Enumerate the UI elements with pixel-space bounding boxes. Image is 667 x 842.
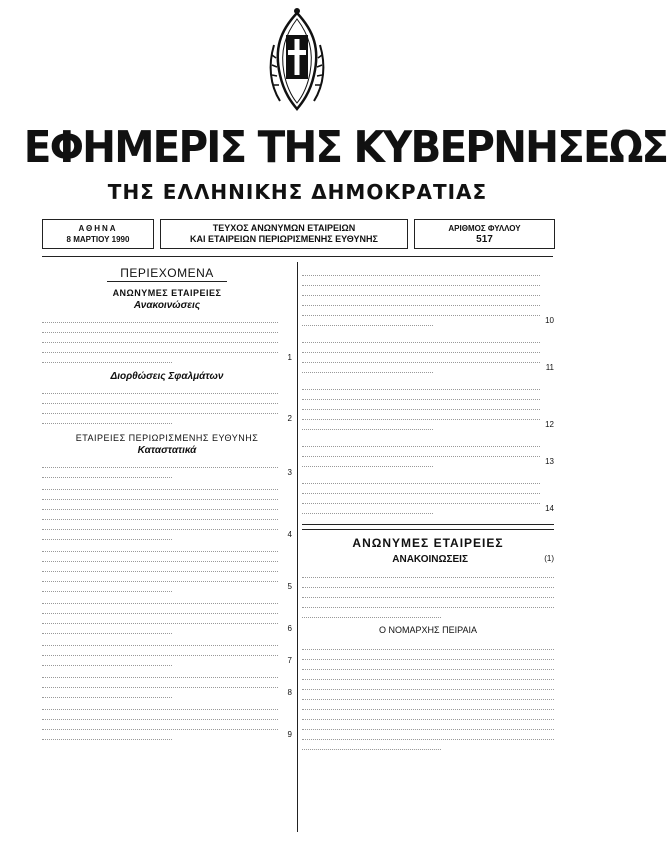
announcement-body: [302, 641, 554, 750]
issue-city: ΑΘΗΝΑ: [78, 224, 118, 233]
issue-series-box: [160, 219, 408, 249]
sheet-number-label: ΑΡΙΘΜΟΣ ΦΥΛΛΟΥ: [448, 224, 521, 233]
gazette-title: ΕΦΗΜΕΡΙΣ ΤΗΣ ΚΥΒΕΡΝΗΣΕΩΣ: [23, 122, 667, 173]
announcements-heading: [302, 554, 554, 565]
sheet-number-box: [414, 219, 555, 249]
toc-entry: [42, 701, 292, 740]
toc-entry: [302, 475, 554, 514]
toc-page-number: 5: [287, 582, 292, 592]
issue-date-box: [42, 219, 154, 249]
table-of-contents: [42, 266, 292, 741]
issue-series-line2: ΚΑΙ ΕΤΑΙΡΕΙΩΝ ΠΕΡΙΩΡΙΣΜΕΝΗΣ ΕΥΘΥΝΗΣ: [190, 234, 378, 244]
toc-page-number: 4: [287, 530, 292, 540]
right-column: [302, 266, 554, 751]
column-divider: [297, 262, 298, 832]
toc-entry: [42, 669, 292, 698]
toc-entry: [302, 381, 554, 430]
toc-page-number: 12: [545, 420, 554, 430]
toc-title-underline: [107, 281, 227, 282]
toc-entry: [42, 637, 292, 666]
toc-page-number: 6: [287, 624, 292, 634]
toc-page-number: 10: [545, 316, 554, 326]
toc-page-number: 11: [545, 363, 554, 373]
toc-sub-corrections: Διορθώσεις Σφαλμάτων: [110, 371, 224, 382]
toc-entry: [42, 385, 292, 424]
issue-series-line1: ΤΕΥΧΟΣ ΑΝΩΝΥΜΩΝ ΕΤΑΙΡΕΙΩΝ: [212, 223, 356, 233]
announcements-title: ΑΝΑΚΟΙΝΩΣΕΙΣ: [392, 554, 468, 565]
greek-coat-of-arms-icon: [266, 5, 328, 113]
toc-sub-announcements: Ανακοινώσεις: [133, 300, 201, 311]
toc-page-number: 7: [287, 656, 292, 666]
toc-entry: [42, 459, 292, 478]
toc-end-rule-double: [302, 529, 554, 530]
item-number: (1): [544, 554, 554, 563]
toc-page-number: 9: [287, 730, 292, 740]
toc-entry: [302, 267, 554, 326]
toc-page-number: 13: [545, 457, 554, 467]
toc-page-number: 8: [287, 688, 292, 698]
toc-entry: [302, 334, 554, 373]
toc-sub-statutes: Καταστατικά: [137, 445, 197, 456]
toc-page-number: 14: [545, 504, 554, 514]
toc-entry: [42, 481, 292, 540]
toc-title: ΠΕΡΙΕΧΟΜΕΝΑ: [120, 266, 214, 280]
toc-page-number: 2: [287, 414, 292, 424]
toc-section-sa: ΑΝΩΝΥΜΕΣ ΕΤΑΙΡΕΙΕΣ: [112, 288, 222, 298]
toc-entry: [302, 438, 554, 467]
toc-entry: [42, 543, 292, 592]
toc-end-rule: [302, 524, 554, 525]
issue-date: 8 ΜΑΡΤΙΟΥ 1990: [66, 235, 130, 244]
authority-title: Ο ΝΟΜΑΡΧΗΣ ΠΕΙΡΑΙΑ: [379, 625, 477, 635]
toc-section-ltd: ΕΤΑΙΡΕΙΕΣ ΠΕΡΙΩΡΙΣΜΕΝΗΣ ΕΥΘΥΝΗΣ: [75, 433, 259, 443]
section-title: ΑΝΩΝΥΜΕΣ ΕΤΑΙΡΕΙΕΣ: [352, 536, 504, 550]
toc-page-number: 3: [287, 468, 292, 478]
toc-page-number: 1: [287, 353, 292, 363]
toc-entry: [42, 314, 292, 363]
gazette-subtitle: ΤΗΣ ΕΛΛΗΝΙΚΗΣ ΔΗΜΟΚΡΑΤΙΑΣ: [107, 180, 488, 204]
sheet-number: 517: [476, 234, 493, 245]
header-divider: [42, 256, 553, 257]
toc-entry: [42, 595, 292, 634]
announcement-text: [302, 569, 554, 618]
